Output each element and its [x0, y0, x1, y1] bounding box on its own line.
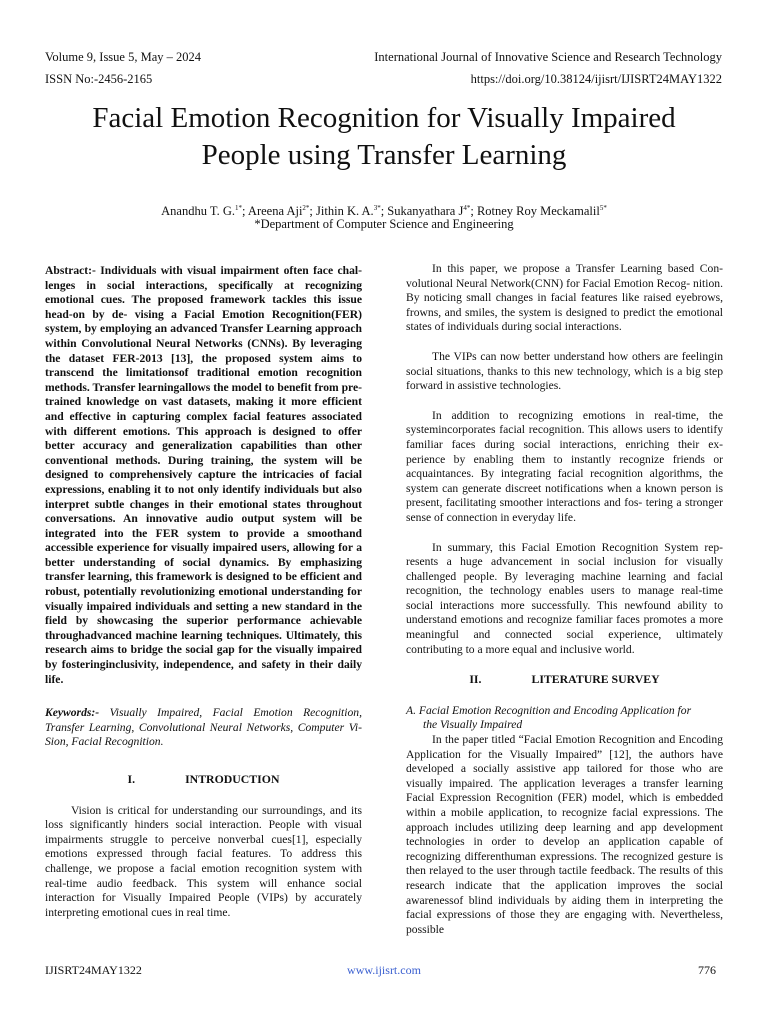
author-list: Anandhu T. G.$^{1*}$; Areena Aji$^{2*}$; Jithin K. A.$^{3*}$; Sukanyathara $J^{4*}$; Rotney Roy Meckamalil$^{5*}$ [161, 204, 607, 219]
author-name: Rotney Roy Meckamalil [476, 204, 600, 219]
author-name: Jithin K. A. [316, 204, 374, 219]
author-name: Sukanyathara J [387, 204, 464, 219]
section-heading-introduction [45, 772, 362, 787]
doi-link[interactable]: https://doi.org/10.38124/ijisrt/IJISRT24MAY1322 [470, 72, 722, 86]
section-heading-literature-survey [406, 672, 723, 687]
footer-website-link[interactable]: www.ijisrt.com [347, 963, 421, 977]
body-paragraph: The VIPs can now better understand how others are feelingin social situations, thanks to this new technology, which is a big step forward in assistive technologies. [406, 349, 723, 393]
page-number: 776 [698, 963, 716, 977]
body-paragraph: In summary, this Facial Emotion Recognition System rep- resents a huge advancement in social inclusion for visually challenged people. By leveraging machine learning and facial recognition, the technology enables users to manage real-time social interactions more successfully. This newfound ability to understand emotions and recognize familiar faces promotes a more meaningful and connected social experience, ultimately contributing to a more equal and inclusive world. [406, 540, 723, 656]
header-left [45, 46, 201, 90]
journal-name: International Journal of Innovative Science and Research Technology [374, 50, 722, 64]
section-title: LITERATURE SURVEY [531, 672, 660, 687]
body-paragraph: In the paper titled “Facial Emotion Recognition and Encoding Application for the Visually Impaired” [12], the authors have developed a socially assistive app tailored for those who are visually impaired. The application leverages a transfer learning Facial Expression Recognition (FER) model, which is embedded within a mobile application, to recognize facial expressions. The approach includes utilizing deep learning and app development technologies in order to develop an application capable of recognizing differenthuman expressions. The recognized gesture is then relayed to the user through tactile feedback. The results of this research indicate that the application improves the social awarenessof blind individuals by aiding them in interpreting the facial expressions of those they are engaging with. Nevertheless, possible [406, 733, 723, 936]
subsection-heading: A. Facial Emotion Recognition and Encoding Application for [406, 703, 692, 717]
title-line-1: Facial Emotion Recognition for Visually Impaired [92, 102, 676, 134]
author-affiliation-mark: 4* [463, 204, 471, 212]
keywords [45, 706, 362, 750]
header-right [374, 46, 722, 90]
author-affiliation-mark: 5* [599, 204, 607, 212]
volume-info: Volume 9, Issue 5, May – 2024 [45, 50, 202, 64]
author-name: Anandhu T. G. [161, 204, 235, 219]
footer-paper-id: IJISRT24MAY1322 [45, 963, 142, 977]
title-line-2: People using Transfer Learning [201, 139, 567, 171]
author-affiliation-mark: 1* [235, 204, 242, 212]
section-title: INTRODUCTION [185, 772, 280, 786]
body-paragraph: Vision is critical for understanding our surroundings, and its loss significantly hinders social interaction. People with visual impairments struggle to perceive nonverbal cues[1], especially emotions expressed through facial features. To address this challenge, we propose a facial emotion recognition system with real-time audio feedback. This system will enhance social interaction for Visually Impaired People (VIPs) by accurately interpreting emotional cues in real time. [45, 803, 362, 919]
author-affiliation-mark: 2* [302, 204, 310, 212]
author-affiliation-mark: 3* [373, 204, 381, 212]
paper-title [40, 100, 728, 174]
subsection-heading-continued: the Visually Impaired [423, 718, 523, 732]
keywords-text: Visually Impaired, Facial Emotion Recognition, Transfer Learning, Convolutional Neural Networks, Computer Vi- Sion, Facial Recognition. [45, 706, 362, 749]
author-name: Areena Aji [247, 204, 303, 219]
right-column [406, 262, 723, 952]
body-paragraph: In addition to recognizing emotions in real-time, the systemincorporates facial recognition. This allows users to identify familiar faces during social interactions, enriching their ex- perience by enabling them to instantly recognize friends or acquaintances. By integrating facial recognition algorithms, the system can generate discreet notifications when a known person is present, facilitating smoother interactions and fos- tering a stronger sense of connection in everyday life. [406, 408, 723, 524]
body-paragraph: In this paper, we propose a Transfer Learning based Con- volutional Neural Network(CNN) for Facial Emotion Recog- nition. By noticing small changes in facial features like raised eyebrows, frowns, and smiles, the system is designed to predict the emotional states of individuals during social interactions. [406, 262, 723, 334]
section-number: I. [127, 772, 136, 786]
left-column [45, 264, 362, 935]
section-number: II. [469, 672, 482, 687]
department-affiliation: *Department of Computer Science and Engineering [254, 217, 514, 231]
abstract: Abstract:- Individuals with visual impairment often face chal- lenges in social interactions, specifically at recognizing emotional cues. The proposed framework tackles this issue head-on by de- vising a Facial Emotion Recognition(FER) system, by employing an advanced Transfer Learning approach within Convolutional Neural Networks (CNNs). By leveraging the dataset FER-2013 [13], the proposed system aims to transcend the limitationsof traditional emotion recognition methods. Transfer learningallows the model to benefit from pre-trained knowledge on vast datasets, making it more efficient and effective in capturing complex facial features associated with different emotions. This approach is designed to offer better accuracy and generalization capabilities than other conventional methods. During training, the system will be designed to comprehensively capture the intricacies of facial expressions, enabling it to not only identify individuals but also interpret subtle changes in their emotional states throughout conversations. An innovative audio output system will be integrated into the FER system to provide a smoothand accessible experience for visually impaired users, allowing for a better understanding of social dynamics. By emphasizing transfer learning, this framework is designed to be efficient and robust, potentially revolutionizing emotional understanding for visually impaired individuals and setting a new standard in the field by showcasing the superior performance achievable throughadvanced machine learning techniques. Ultimately, this research aims to bridge the social gap for the visually impaired by fosteringinclusivity, independence, and safety in their daily life. [45, 264, 362, 686]
issn: ISSN No:-2456-2165 [45, 72, 153, 86]
keywords-label: Keywords:- [45, 706, 100, 720]
